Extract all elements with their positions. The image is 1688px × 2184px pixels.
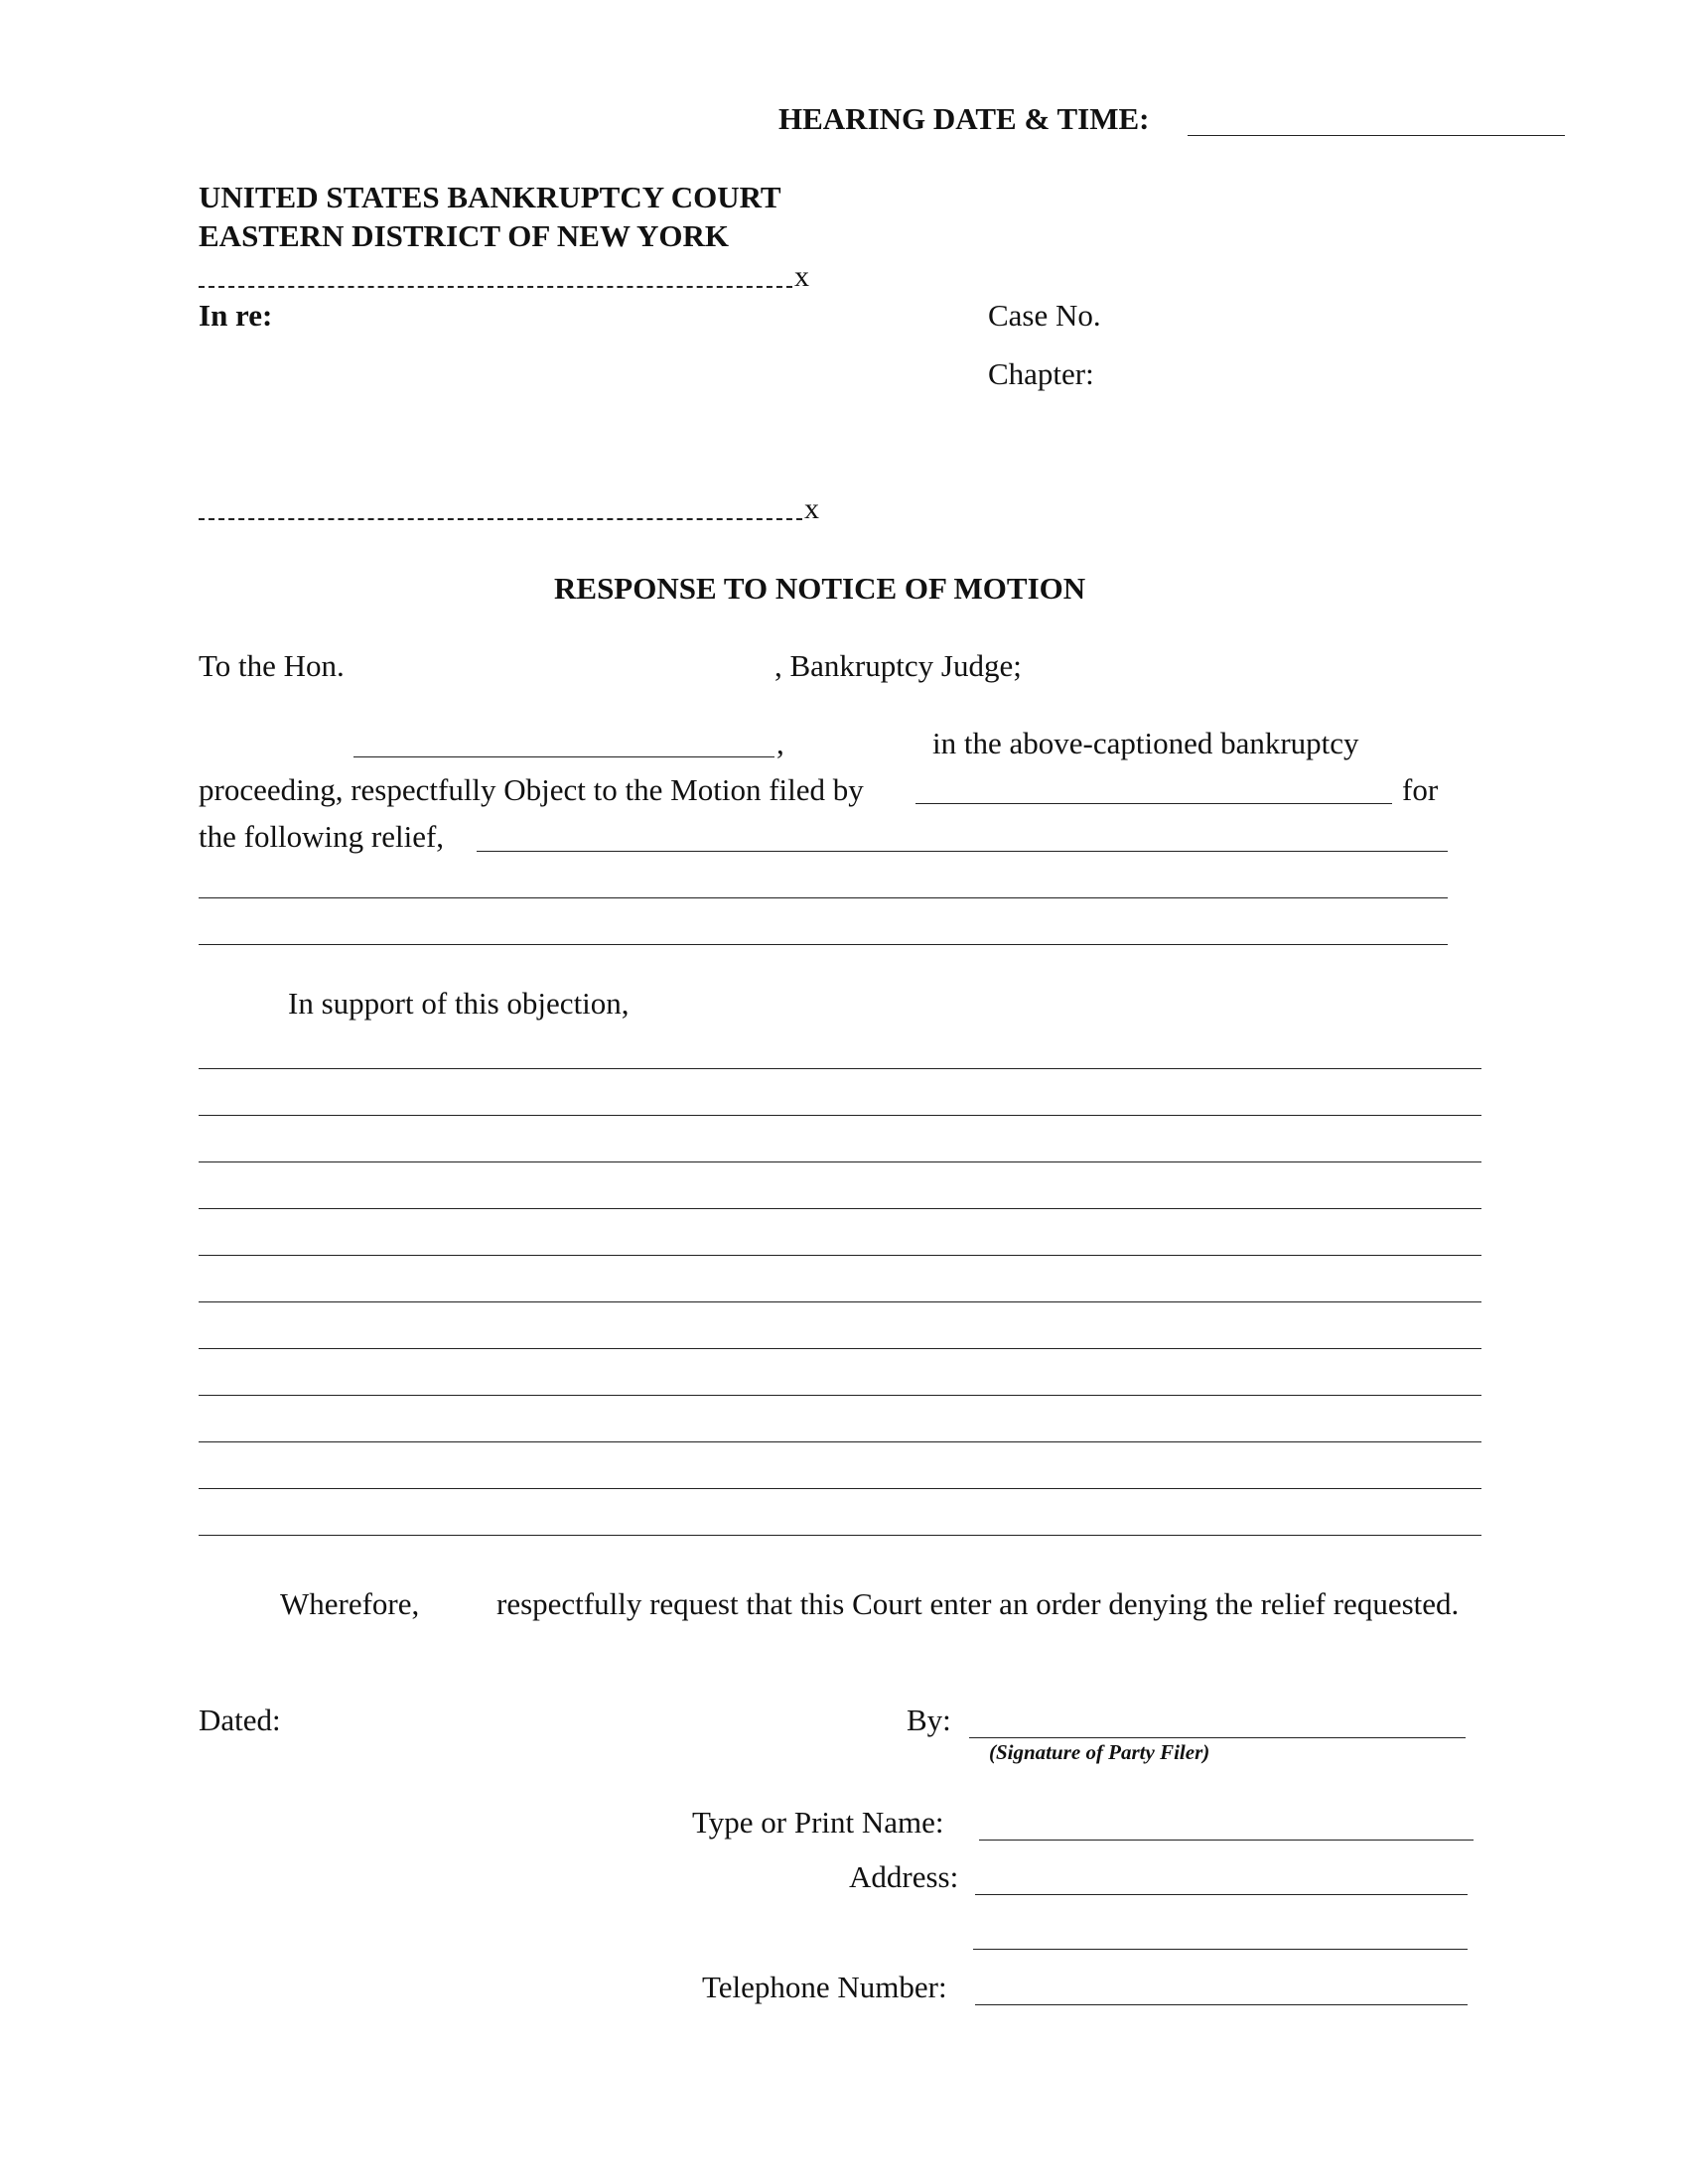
print-name-label: Type or Print Name: xyxy=(692,1805,944,1840)
relief-field-line-1[interactable] xyxy=(477,851,1448,852)
signature-field[interactable] xyxy=(969,1737,1466,1738)
by-label: By: xyxy=(907,1703,951,1737)
support-field-line[interactable] xyxy=(199,1208,1481,1209)
dated-label: Dated: xyxy=(199,1703,281,1737)
motion-filed-by-field[interactable] xyxy=(915,803,1392,804)
telephone-label: Telephone Number: xyxy=(702,1970,947,2004)
proceeding-text: proceeding, respectfully Object to the Motion filed by xyxy=(199,772,864,807)
to-hon-label: To the Hon. xyxy=(199,648,345,683)
support-text: In support of this objection, xyxy=(288,986,630,1021)
print-name-field[interactable] xyxy=(979,1840,1474,1841)
above-captioned-text: in the above-captioned bankruptcy xyxy=(932,726,1359,760)
caption-top-divider xyxy=(199,286,792,288)
support-field-line[interactable] xyxy=(199,1068,1481,1069)
chapter-label: Chapter: xyxy=(988,356,1094,391)
request-text: respectfully request that this Court enter an order denying the relief requested. xyxy=(496,1586,1460,1621)
telephone-field[interactable] xyxy=(975,2004,1468,2005)
relief-field-line-3[interactable] xyxy=(199,944,1448,945)
signature-caption: (Signature of Party Filer) xyxy=(989,1740,1210,1764)
relief-field-line-2[interactable] xyxy=(199,897,1448,898)
support-field-line[interactable] xyxy=(199,1115,1481,1116)
support-field-line[interactable] xyxy=(199,1395,1481,1396)
caption-top-divider-end: x xyxy=(794,260,809,293)
caption-bottom-divider-end: x xyxy=(804,492,819,525)
hearing-date-time-field[interactable] xyxy=(1188,135,1565,136)
case-number-label: Case No. xyxy=(988,298,1101,333)
address-field-line-2[interactable] xyxy=(973,1949,1468,1950)
address-field-line-1[interactable] xyxy=(975,1894,1468,1895)
relief-text: the following relief, xyxy=(199,819,445,854)
party-comma: , xyxy=(776,726,784,760)
caption-bottom-divider xyxy=(199,518,802,520)
support-field-line[interactable] xyxy=(199,1348,1481,1349)
support-field-line[interactable] xyxy=(199,1255,1481,1256)
support-field-line[interactable] xyxy=(199,1441,1481,1442)
hearing-date-time-label: HEARING DATE & TIME: xyxy=(778,101,1150,136)
address-label: Address: xyxy=(849,1859,959,1894)
court-district: EASTERN DISTRICT OF NEW YORK xyxy=(199,218,730,253)
support-field-line[interactable] xyxy=(199,1535,1481,1536)
party-name-field[interactable] xyxy=(353,756,774,757)
for-text: for xyxy=(1402,772,1439,807)
bankruptcy-judge-label: , Bankruptcy Judge; xyxy=(774,648,1022,683)
wherefore-text: Wherefore, xyxy=(280,1586,420,1621)
document-title: RESPONSE TO NOTICE OF MOTION xyxy=(554,571,1086,606)
support-field-line[interactable] xyxy=(199,1161,1481,1162)
court-name: UNITED STATES BANKRUPTCY COURT xyxy=(199,180,781,214)
support-field-line[interactable] xyxy=(199,1301,1481,1302)
support-field-line[interactable] xyxy=(199,1488,1481,1489)
in-re-label: In re: xyxy=(199,298,273,333)
